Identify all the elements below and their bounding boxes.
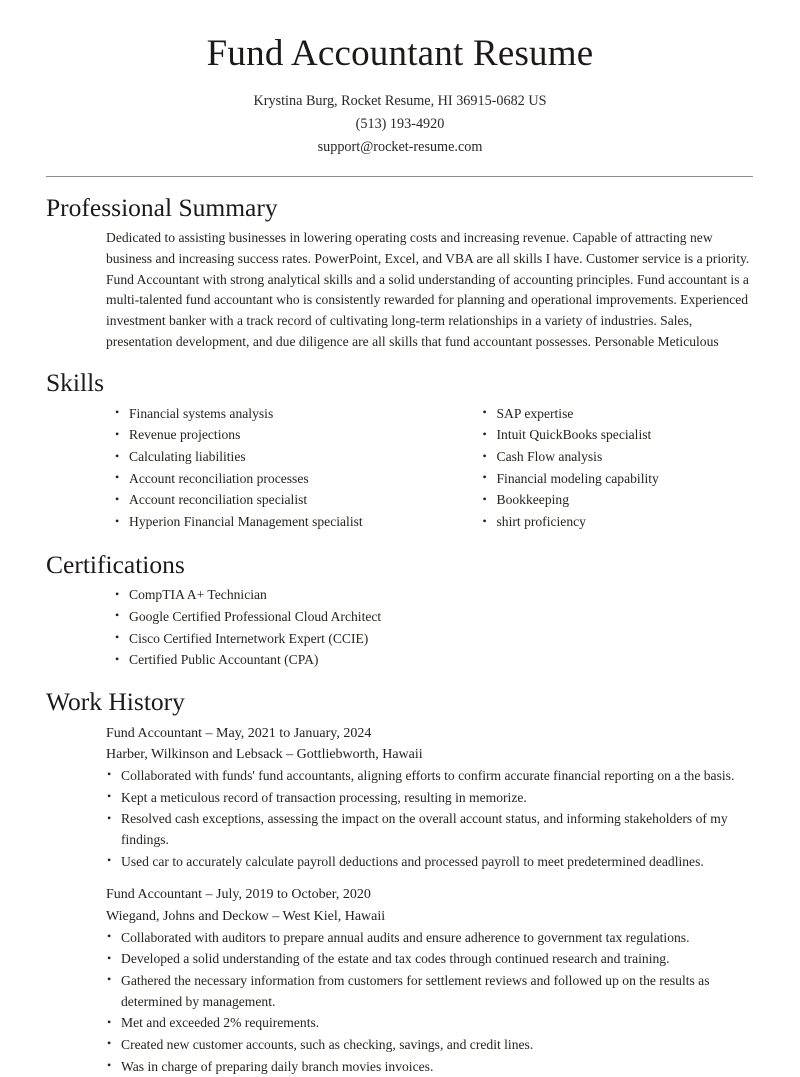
resume-header	[0, 0, 800, 159]
job-entry	[106, 884, 753, 1077]
list-item: • Collaborated with funds' fund accountants, aligning efforts to confirm accurate financial reporting on a the basis.	[106, 766, 753, 787]
skills-column-left	[114, 404, 434, 534]
list-item: • Revenue projections	[114, 425, 434, 446]
list-item: • Developed a solid understanding of the estate and tax codes through continued research and training.	[106, 949, 753, 970]
section-certifications	[0, 550, 800, 671]
summary-text: Dedicated to assisting businesses in lowering operating costs and increasing revenue. Capable of attracting new business and increasing success rates. PowerPoint, Excel, and VBA are all skills I have. Customer service is a priority. Fund Accountant with strong analytical skills and a solid understanding of accounting principles. Fund accountant is a multi-talented fund accountant who is consistently rewarded for planning and operational improvements. Experienced investment banker with a track record of cultivating long-term relationships in a variety of industries. Sales, presentation development, and due diligence are all skills that fund accountant possesses. Personable Meticulous	[106, 228, 753, 352]
list-item: • Created new customer accounts, such as checking, savings, and credit lines.	[106, 1035, 753, 1056]
section-heading-work-history: Work History	[46, 687, 753, 718]
list-item: • Kept a meticulous record of transaction processing, resulting in memorize.	[106, 788, 753, 809]
section-skills	[0, 368, 800, 534]
section-work-history	[0, 687, 800, 1077]
list-item: • Used car to accurately calculate payroll deductions and processed payroll to meet predetermined deadlines.	[106, 852, 753, 873]
list-item: • SAP expertise	[482, 404, 754, 425]
certifications-list	[114, 585, 753, 671]
list-item: • Resolved cash exceptions, assessing the impact on the overall account status, and informing stakeholders of my findings.	[106, 809, 753, 850]
skills-list-left	[114, 404, 434, 533]
section-heading-certifications: Certifications	[46, 550, 753, 581]
list-item: • Cash Flow analysis	[482, 447, 754, 468]
list-item: • Was in charge of preparing daily branch movies invoices.	[106, 1057, 753, 1077]
page-title: Fund Accountant Resume	[0, 32, 800, 76]
list-item: • Met and exceeded 2% requirements.	[106, 1013, 753, 1034]
contact-phone-line: (513) 193-4920	[0, 113, 800, 136]
section-heading-skills: Skills	[46, 368, 753, 399]
list-item: • Hyperion Financial Management specialist	[114, 512, 434, 533]
list-item: • Google Certified Professional Cloud Architect	[114, 607, 753, 628]
job-bullets	[106, 766, 753, 872]
contact-block	[0, 90, 800, 159]
summary-body	[46, 228, 753, 352]
skills-list-right	[482, 404, 754, 533]
section-heading-summary: Professional Summary	[46, 193, 753, 224]
contact-address-line: Krystina Burg, Rocket Resume, HI 36915-0682 US	[0, 90, 800, 113]
header-divider	[46, 176, 753, 177]
job-company-line: Wiegand, Johns and Deckow – West Kiel, Hawaii	[106, 906, 753, 928]
certifications-body	[46, 585, 753, 671]
work-history-body	[46, 723, 753, 1077]
list-item: • Account reconciliation processes	[114, 469, 434, 490]
job-bullets	[106, 928, 753, 1077]
list-item: • Collaborated with auditors to prepare annual audits and ensure adherence to government tax regulations.	[106, 928, 753, 949]
skills-columns	[46, 404, 753, 534]
skills-column-right	[434, 404, 754, 534]
list-item: • Calculating liabilities	[114, 447, 434, 468]
contact-email-line[interactable]: support@rocket-resume.com	[0, 136, 800, 159]
job-title-line: Fund Accountant – May, 2021 to January, 2024	[106, 723, 753, 745]
list-item: • Bookkeeping	[482, 490, 754, 511]
list-item: • Certified Public Accountant (CPA)	[114, 650, 753, 671]
list-item: • Account reconciliation specialist	[114, 490, 434, 511]
list-item: • Financial systems analysis	[114, 404, 434, 425]
list-item: • Financial modeling capability	[482, 469, 754, 490]
section-professional-summary	[0, 193, 800, 353]
list-item: • shirt proficiency	[482, 512, 754, 533]
list-item: • Intuit QuickBooks specialist	[482, 425, 754, 446]
job-title-line: Fund Accountant – July, 2019 to October, 2020	[106, 884, 753, 906]
list-item: • CompTIA A+ Technician	[114, 585, 753, 606]
job-entry	[106, 723, 753, 873]
list-item: • Cisco Certified Internetwork Expert (CCIE)	[114, 629, 753, 650]
job-company-line: Harber, Wilkinson and Lebsack – Gottliebworth, Hawaii	[106, 744, 753, 766]
list-item: • Gathered the necessary information from customers for settlement reviews and followed up on the results as determined by management.	[106, 971, 753, 1012]
